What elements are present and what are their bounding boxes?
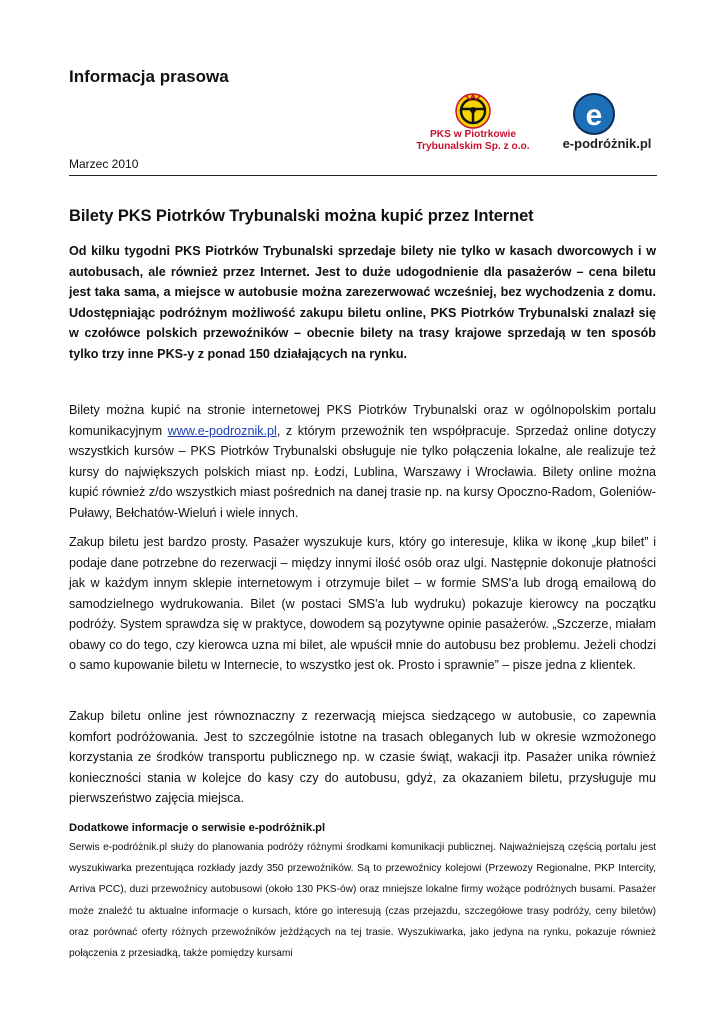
paragraph-1 (69, 400, 656, 523)
extra-info-text: Serwis e-podróżnik.pl służy do planowania podróży różnymi środkami komunikacji publicznej. Najważniejszą częścią portalu jest wyszukiwarka prezentująca rozkłady jazdy 350 przewoźników. Są to przewoźnicy kolejowi (Przewozy Regionalne, PKP Intercity, Arriva PCC), duzi przewoźnicy autobusowi (około 130 PKS-ów) oraz mniejsze lokalne firmy wożące podróżnych busami. Pasażer może znaleźć tu aktualne informacje o kursach, które go interesują (czas przejazdu, szczegółowe trasy podróży, ceny biletów) oraz porównać oferty różnych przewoźników jeżdżących na tej trasie. Wyszukiwarka, jako jedyna na rynku, pokazuje również połączenia z przesiadką, także pomiędzy kursami (69, 842, 656, 960)
paragraph-1-text-b: , z którym przewoźnik ten współpracuje. Sprzedaż online dotyczy wszystkich kursów – PKS Piotrków Trybunalski obsługuje nie tylko połączenia lokalne, ale realizuje też kursy do największych polskich miast np. Łodzi, Lublina, Warszawy i Wrocławia. Bilety online można kupić również z/do wszystkich miast pośrednich na danej trasie np. na kursy Opoczno-Radom, Goleniów-Puławy, Bełchatów-Wieluń i wiele innych. (69, 423, 656, 520)
header-divider (69, 175, 657, 176)
paragraph-2: Zakup biletu jest bardzo prosty. Pasażer wyszukuje kurs, który go interesuje, klika w ikonę „kup bilet” i podaje dane potrzebne do rezerwacji – między innymi ilość osób oraz ulgi. Następnie dokonuje płatności jak w każdym innym sklepie internetowym i otrzymuje bilet – w formie SMS'a lub drogą emailową do samodzielnego wydrukowania. Bilet (w postaci SMS'a lub wydruku) pokazuje kierowcy na początku podróży. System sprawdza się w praktyce, dowodem są pozytywne opinie pasażerów. „Szczerze, miałam obawy co do tego, czy kierowca uzna mi bilet, ale wpuścił mnie do autobusu bez problemu. Jeżeli chodzi o samo kupowanie biletu w Internecie, to wszystko jest ok. Prosto i sprawnie” – pisze jedna z klientek. (69, 535, 656, 672)
e-podroznik-logo (552, 92, 662, 162)
e-podroznik-logo-text: e-podróżnik.pl (562, 136, 652, 151)
page-heading: Informacja prasowa (69, 67, 229, 86)
pks-logo-line2: Trybunalskim Sp. z o.o. (416, 141, 530, 152)
paragraph-3: Zakup biletu online jest równoznaczny z rezerwacją miejsca siedzącego w autobusie, co zapewnia komfort podróżowania. Jest to szczególnie istotne na trasach obleganych lub w okresie wzmożonego korzystania ze środków transportu publicznego np. w czasie świąt, wakacji itp. Pasażer unika również konieczności stania w kolejce do kasy czy do autobusu, gdyż, za okazaniem biletu, przysługuje mu pierwszeństwo zajęcia miejsca. (69, 709, 656, 805)
lead-paragraph: Od kilku tygodni PKS Piotrków Trybunalski sprzedaje bilety nie tylko w kasach dworcowych i w autobusach, ale również przez Internet. Jest to duże udogodnienie dla pasażerów – cena biletu jest taka sama, a miejsce w autobusie można zarezerwować wcześniej, bez wychodzenia z domu. Udostępniając podróżnym możliwość zakupu biletu online, PKS Piotrków Trybunalski znalazł się w czołówce polskich przewoźników – obecnie bilety na trasy krajowe sprzedają w ten sposób tylko trzy inne PKS-y z ponad 150 działających na rynku. (69, 244, 656, 361)
paragraph-1-text-a: Bilety można kupić na stronie internetowej PKS Piotrków Trybunalski oraz w ogólnopolskim portalu komunikacyjnym (69, 403, 656, 438)
extra-info-heading: Dodatkowe informacje o serwisie e-podróżnik.pl (69, 822, 326, 834)
svg-text:e: e (585, 99, 603, 132)
release-date: Marzec 2010 (69, 157, 139, 171)
pks-logo-text (408, 129, 538, 153)
e-podroznik-link[interactable]: www.e-podroznik.pl (167, 423, 277, 438)
pks-logo-line1: PKS w Piotrkowie (429, 129, 517, 140)
article-title: Bilety PKS Piotrków Trybunalski można kupić przez Internet (69, 207, 534, 225)
